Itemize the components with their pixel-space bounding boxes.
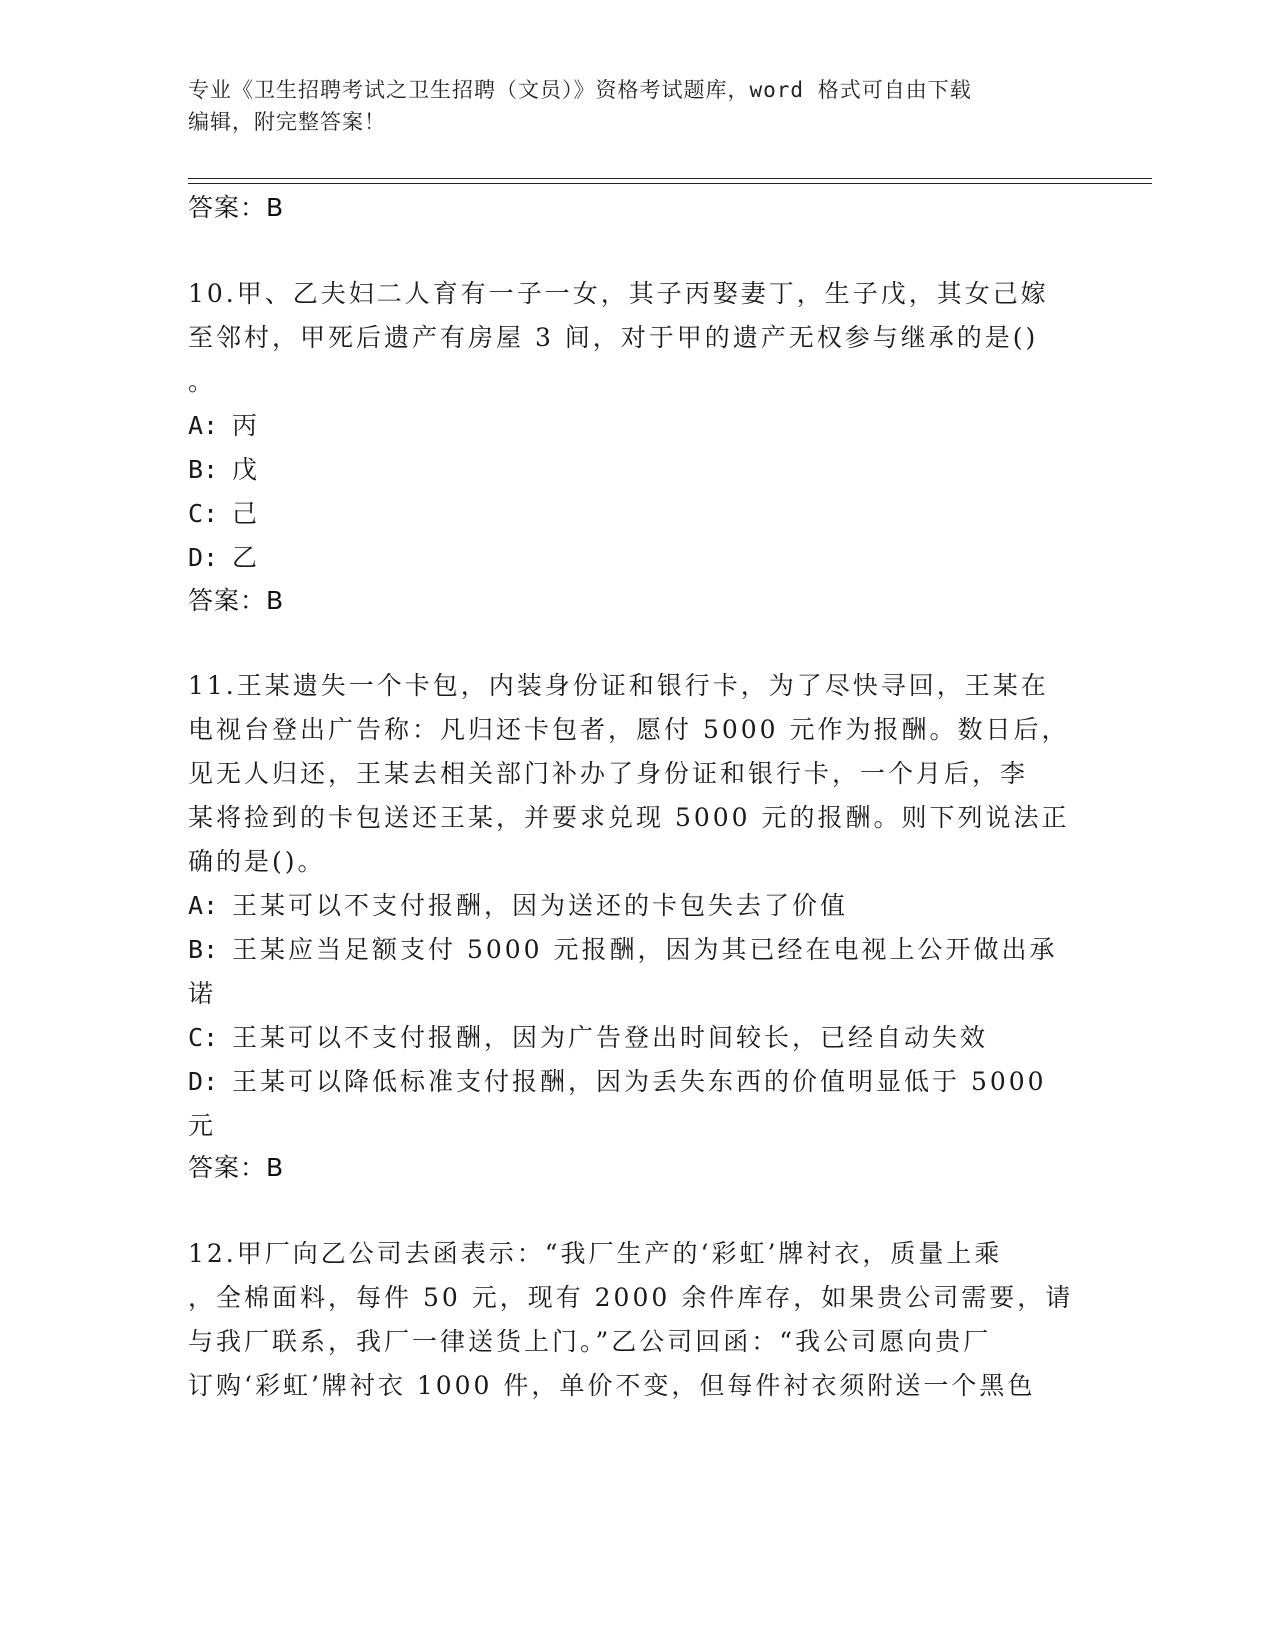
option-key: A: xyxy=(188,411,219,440)
option-a xyxy=(188,886,848,922)
option-c xyxy=(188,1018,988,1054)
question-text-line: 电视台登出广告称：凡归还卡包者，愿付 5000 元作为报酬。数日后， xyxy=(188,715,1070,744)
option-b xyxy=(188,450,260,486)
option-text: 己 xyxy=(232,499,261,528)
option-d xyxy=(188,538,260,574)
option-key: A: xyxy=(188,891,219,920)
question-text-line: 11.王某遗失一个卡包，内装身份证和银行卡，为了尽快寻回，王某在 xyxy=(188,671,1049,700)
option-a xyxy=(188,406,260,442)
option-key: B: xyxy=(188,935,219,964)
question-text-line: 。 xyxy=(188,367,217,396)
option-b-continued xyxy=(188,974,216,1010)
question-text-line: 见无人归还，王某去相关部门补办了身份证和银行卡，一个月后，李 xyxy=(188,759,1029,788)
option-text: 诺 xyxy=(188,979,217,1008)
option-text: 王某可以不支付报酬，因为广告登出时间较长，已经自动失效 xyxy=(232,1023,989,1052)
option-key: D: xyxy=(188,543,219,572)
question-text-line: 10.甲、乙夫妇二人育有一子一女，其子丙娶妻丁，生子戊，其女己嫁 xyxy=(188,279,1049,308)
question-text-line: 订购‘彩虹’牌衬衣 1000 件，单价不变，但每件衬衣须附送一个黑色 xyxy=(188,1371,1036,1400)
question-text-line: 至邻村，甲死后遗产有房屋 3 间，对于甲的遗产无权参与继承的是() xyxy=(188,323,1039,352)
option-key: D: xyxy=(188,1067,219,1096)
option-text: 王某应当足额支付 5000 元报酬，因为其已经在电视上公开做出承 xyxy=(232,935,1058,964)
option-b xyxy=(188,930,1058,966)
question-text-line: 与我厂联系，我厂一律送货上门。”乙公司回函：“我公司愿向贵厂 xyxy=(188,1327,992,1356)
option-text: 王某可以降低标准支付报酬，因为丢失东西的价值明显低于 5000 xyxy=(232,1067,1047,1096)
question-text-line: 12.甲厂向乙公司去函表示：“我厂生产的‘彩虹’牌衬衣，质量上乘 xyxy=(188,1239,1003,1268)
option-key: B: xyxy=(188,455,219,484)
page-header xyxy=(188,74,1068,138)
option-d xyxy=(188,1062,1047,1098)
option-text: 王某可以不支付报酬，因为送还的卡包失去了价值 xyxy=(232,891,849,920)
option-d-continued xyxy=(188,1106,216,1142)
option-text: 元 xyxy=(188,1111,217,1140)
question-text-line: 确的是()。 xyxy=(188,847,326,876)
answer-11: 答案：B xyxy=(188,1153,285,1182)
option-key: C: xyxy=(188,499,219,528)
option-key: C: xyxy=(188,1023,219,1052)
answer-previous: 答案：B xyxy=(188,193,285,222)
option-text: 乙 xyxy=(232,543,261,572)
header-rule-top xyxy=(188,178,1152,179)
question-text-line: 某将捡到的卡包送还王某，并要求兑现 5000 元的报酬。则下列说法正 xyxy=(188,803,1070,832)
answer-10: 答案：B xyxy=(188,586,285,615)
header-line-2: 编辑，附完整答案！ xyxy=(188,110,386,134)
option-c xyxy=(188,494,260,530)
header-line-1: 专业《卫生招聘考试之卫生招聘（文员）》资格考试题库，word 格式可自由下载 xyxy=(188,78,972,102)
question-text-line: ，全棉面料，每件 50 元，现有 2000 余件库存，如果贵公司需要，请 xyxy=(188,1283,1074,1312)
option-text: 丙 xyxy=(232,411,261,440)
header-rule-bottom xyxy=(188,183,1152,184)
option-text: 戊 xyxy=(232,455,261,484)
